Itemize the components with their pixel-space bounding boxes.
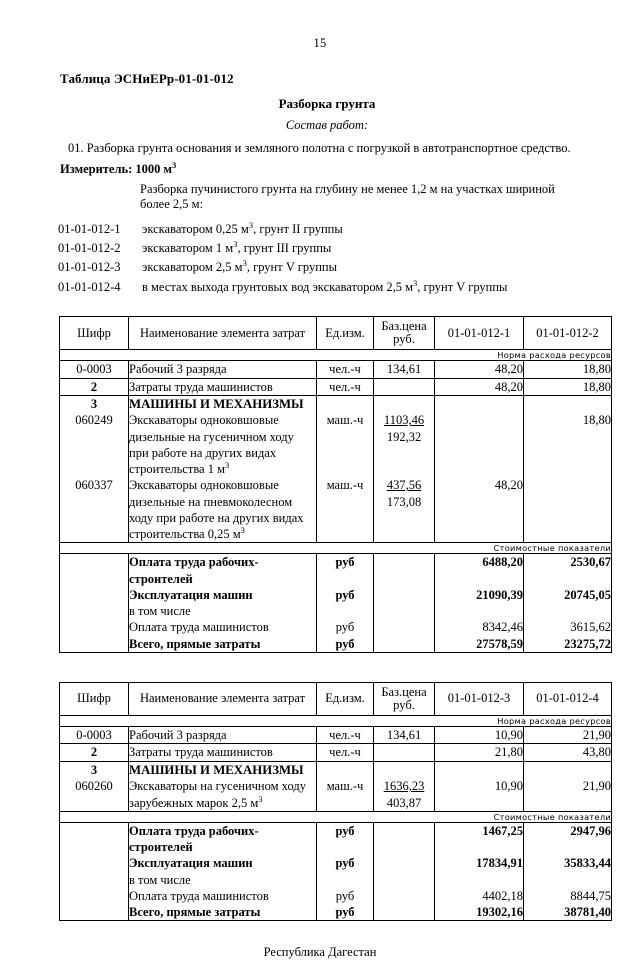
item-description-superscript: 3 [413,277,418,288]
table-row [60,603,612,619]
cell-name: МАШИНЫ И МЕХАНИЗМЫ [129,761,317,778]
table-row [60,855,612,871]
page-title: Разборка грунта [278,96,376,111]
cell-value-2: 2947,96 [524,822,612,855]
cell-unit: маш.-ч [317,412,374,477]
cell-code [60,855,129,871]
cell-base-price-top: 1636,23 [383,779,425,794]
cell-unit: чел.-ч [317,727,374,744]
th-base-price-line2: руб. [393,698,415,712]
cell-value-1 [435,872,524,888]
cell-code [60,619,129,635]
th-base-price-line2: руб. [393,332,415,347]
cost-table-1 [59,316,612,653]
cell-code: 060260 [60,778,129,811]
subheading-text: Разборка пучинистого грунта на глубину не менее 1,2 м на участках шириной более 2,5 м: [140,182,555,212]
th-name: Наименование элемента затрат [129,317,317,350]
cell-name-superscript: 3 [225,459,230,470]
item-description [142,258,640,277]
cell-name [129,477,317,543]
item-code: 01-01-012-4 [58,279,121,294]
cell-value-2: 21,90 [524,727,612,744]
th-code: Шифр [60,682,129,715]
th-unit: Ед.изм. [317,317,374,350]
cell-name: Рабочий 3 разряда [129,361,317,378]
item-description-a: экскаватором 2,5 м [142,260,243,275]
cell-value-2: 18,80 [524,412,612,477]
cell-base-price: 134,61 [374,361,435,378]
cell-name: Эксплуатация машин [129,587,317,603]
cell-value-2: 2530,67 [524,554,612,587]
cell-code: 3 [60,395,129,412]
cell-value-2: 38781,40 [524,904,612,921]
table-row [60,872,612,888]
band-label-norms: Норма расхода ресурсов [60,716,612,727]
measure-superscript: 3 [172,159,177,170]
cell-base-price [374,477,435,543]
cell-base-price [374,395,435,412]
th-col-1: 01-01-012-1 [435,317,524,350]
cell-unit: руб [317,619,374,635]
cell-code: 3 [60,761,129,778]
cell-value-2: 23275,72 [524,636,612,653]
cell-code: 0-0003 [60,361,129,378]
table-row [60,587,612,603]
list-item [58,258,640,277]
th-col-1: 01-01-012-3 [435,682,524,715]
item-code: 01-01-012-3 [58,260,121,275]
cell-value-1: 48,20 [435,378,524,395]
cell-value-1 [435,412,524,477]
cell-name: Всего, прямые затраты [129,904,317,921]
cell-name-superscript: 3 [240,524,245,535]
page-footer: Республика Дагестан [263,945,377,960]
cell-value-2: 18,80 [524,361,612,378]
cell-name [129,412,317,477]
item-description-a: в местах выхода грунтовых вод экскаватором 2,5 м [142,279,414,294]
cell-unit [317,761,374,778]
item-description-a: экскаватором 0,25 м [142,221,249,236]
cell-base-price-bottom: 173,08 [386,494,422,509]
cell-name-text: Экскаваторы на гусеничном ходу зарубежных марок 2,5 м [129,779,306,810]
band-row-norms [60,350,612,361]
table-row [60,636,612,653]
table-row [60,361,612,378]
table-code-heading: Таблица ЭСНиЕРр-01-01-012 [60,71,234,86]
cell-value-1 [435,395,524,412]
th-col-2: 01-01-012-4 [524,682,612,715]
cell-value-2 [524,872,612,888]
cell-code: 0-0003 [60,727,129,744]
cell-value-1: 21,80 [435,744,524,761]
band-label-costs: Стоимостные показатели [60,811,612,822]
cell-value-1: 48,20 [435,477,524,543]
table-row [60,744,612,761]
cell-unit: руб [317,822,374,855]
cell-code [60,587,129,603]
works-composition-label: Состав работ: [285,118,369,132]
cell-name: Затраты труда машинистов [129,378,317,395]
band-row-costs [60,811,612,822]
cell-value-2: 20745,05 [524,587,612,603]
table-row [60,822,612,855]
cell-unit: маш.-ч [317,477,374,543]
item-description [142,239,640,258]
cell-code [60,888,129,904]
table-row [60,477,612,543]
list-item [58,239,640,258]
table-row [60,778,612,811]
table-row [60,395,612,412]
item-description [142,278,640,297]
cell-code: 060249 [60,412,129,477]
cell-name: в том числе [129,603,317,619]
cell-unit: руб [317,587,374,603]
cell-base-price-top: 1103,46 [383,413,425,428]
th-base-price-line1: Баз.цена [381,684,427,699]
th-name: Наименование элемента затрат [129,682,317,715]
cell-base-price [374,554,435,587]
table-row [60,761,612,778]
table-row [60,727,612,744]
cell-value-1: 48,20 [435,361,524,378]
cell-value-1: 10,90 [435,727,524,744]
cell-unit: руб [317,636,374,653]
table-1-header [60,317,612,350]
cell-value-2 [524,603,612,619]
table-row [60,317,612,350]
list-item [58,278,640,297]
cell-name: Эксплуатация машин [129,855,317,871]
cell-code [60,636,129,653]
item-description-superscript: 3 [233,238,238,249]
cell-code [60,872,129,888]
cell-name-text: Экскаваторы одноковшовые дизельные на гусеничном ходу при работе на других видах строительства 1 м [129,413,294,477]
table-row [60,412,612,477]
cell-base-price [374,744,435,761]
cell-name: Оплата труда рабочих-строителей [129,554,317,587]
table-row [60,682,612,715]
cell-name: Оплата труда машинистов [129,619,317,635]
table-2-header [60,682,612,715]
table-row [60,554,612,587]
cell-code: 2 [60,744,129,761]
cell-name: в том числе [129,872,317,888]
cell-code [60,822,129,855]
cell-code: 2 [60,378,129,395]
cell-code [60,554,129,587]
th-unit: Ед.изм. [317,682,374,715]
item-description-b: , грунт III группы [237,240,332,255]
cell-base-price [374,872,435,888]
cell-value-1: 10,90 [435,778,524,811]
cell-name: Затраты труда машинистов [129,744,317,761]
th-col-2: 01-01-012-2 [524,317,612,350]
cell-name: Всего, прямые затраты [129,636,317,653]
cell-value-2: 3615,62 [524,619,612,635]
cell-unit [317,872,374,888]
cell-value-2: 35833,44 [524,855,612,871]
cell-code: 060337 [60,477,129,543]
cell-name-text: Экскаваторы одноковшовые дизельные на пневмоколесном ходу при работе на других видах строительства 0,25 м [129,478,304,542]
cell-base-price [374,761,435,778]
cell-value-1: 17834,91 [435,855,524,871]
cell-unit [317,395,374,412]
cell-value-1: 21090,39 [435,587,524,603]
cell-value-2: 43,80 [524,744,612,761]
item-description-b: , грунт II группы [253,221,343,236]
cell-code [60,904,129,921]
cell-value-1: 19302,16 [435,904,524,921]
item-description-a: экскаватором 1 м [142,240,234,255]
cell-name: Оплата труда машинистов [129,888,317,904]
cell-value-1: 1467,25 [435,822,524,855]
cell-value-1 [435,603,524,619]
band-label-norms: Норма расхода ресурсов [60,350,612,361]
th-base-price [374,682,435,715]
cell-base-price [374,888,435,904]
cell-base-price [374,378,435,395]
cell-base-price-bottom: 192,32 [386,429,422,444]
cell-base-price [374,619,435,635]
works-description: 01. Разборка грунта основания и земляного полотна с погрузкой в автотранспортное средство. [68,141,571,155]
band-row-norms [60,716,612,727]
cell-base-price [374,587,435,603]
cell-unit: руб [317,554,374,587]
cell-value-2 [524,477,612,543]
cell-value-1: 8342,46 [435,619,524,635]
cell-value-2: 18,80 [524,378,612,395]
cell-base-price: 134,61 [374,727,435,744]
cell-base-price [374,904,435,921]
cell-value-1: 6488,20 [435,554,524,587]
band-label-costs: Стоимостные показатели [60,543,612,554]
cell-unit: руб [317,855,374,871]
cell-value-1: 27578,59 [435,636,524,653]
cell-name: Оплата труда рабочих-строителей [129,822,317,855]
cell-unit: руб [317,904,374,921]
table-row [60,904,612,921]
item-code: 01-01-012-1 [58,221,121,236]
th-base-price-line1: Баз.цена [381,319,427,333]
table-2-body [60,716,612,921]
cell-value-1: 4402,18 [435,888,524,904]
cell-unit: маш.-ч [317,778,374,811]
item-code-list [58,220,640,298]
table-row [60,888,612,904]
cell-base-price [374,855,435,871]
th-base-price [374,317,435,350]
cell-unit: чел.-ч [317,378,374,395]
band-row-costs [60,543,612,554]
cell-unit: руб [317,888,374,904]
cell-name: Рабочий 3 разряда [129,727,317,744]
table-row [60,378,612,395]
item-description-superscript: 3 [248,219,254,230]
measure-text: Измеритель: 1000 м [60,162,173,176]
cell-value-2 [524,395,612,412]
cell-base-price [374,778,435,811]
cell-unit: чел.-ч [317,361,374,378]
item-code: 01-01-012-2 [58,240,121,255]
cell-unit: чел.-ч [317,744,374,761]
cell-base-price [374,412,435,477]
cell-name-superscript: 3 [258,793,263,804]
cell-base-price-top: 437,56 [386,478,422,493]
item-description [142,220,640,239]
cell-value-1 [435,761,524,778]
item-description-superscript: 3 [242,258,247,269]
cell-code [60,603,129,619]
cell-base-price [374,822,435,855]
cell-base-price [374,603,435,619]
cell-name: МАШИНЫ И МЕХАНИЗМЫ [129,395,317,412]
cost-table-2 [59,682,612,921]
cell-value-2: 21,90 [524,778,612,811]
cell-value-2: 8844,75 [524,888,612,904]
item-description-b: , грунт V группы [417,279,508,294]
cell-name [129,778,317,811]
item-description-b: , грунт V группы [246,260,337,275]
th-code: Шифр [60,317,129,350]
page-number: 15 [313,36,327,50]
table-1-body [60,350,612,653]
list-item [58,220,640,239]
cell-unit [317,603,374,619]
cell-base-price-bottom: 403,87 [386,795,422,810]
cell-base-price [374,636,435,653]
cell-value-2 [524,761,612,778]
table-row [60,619,612,635]
measure-label [60,159,640,177]
